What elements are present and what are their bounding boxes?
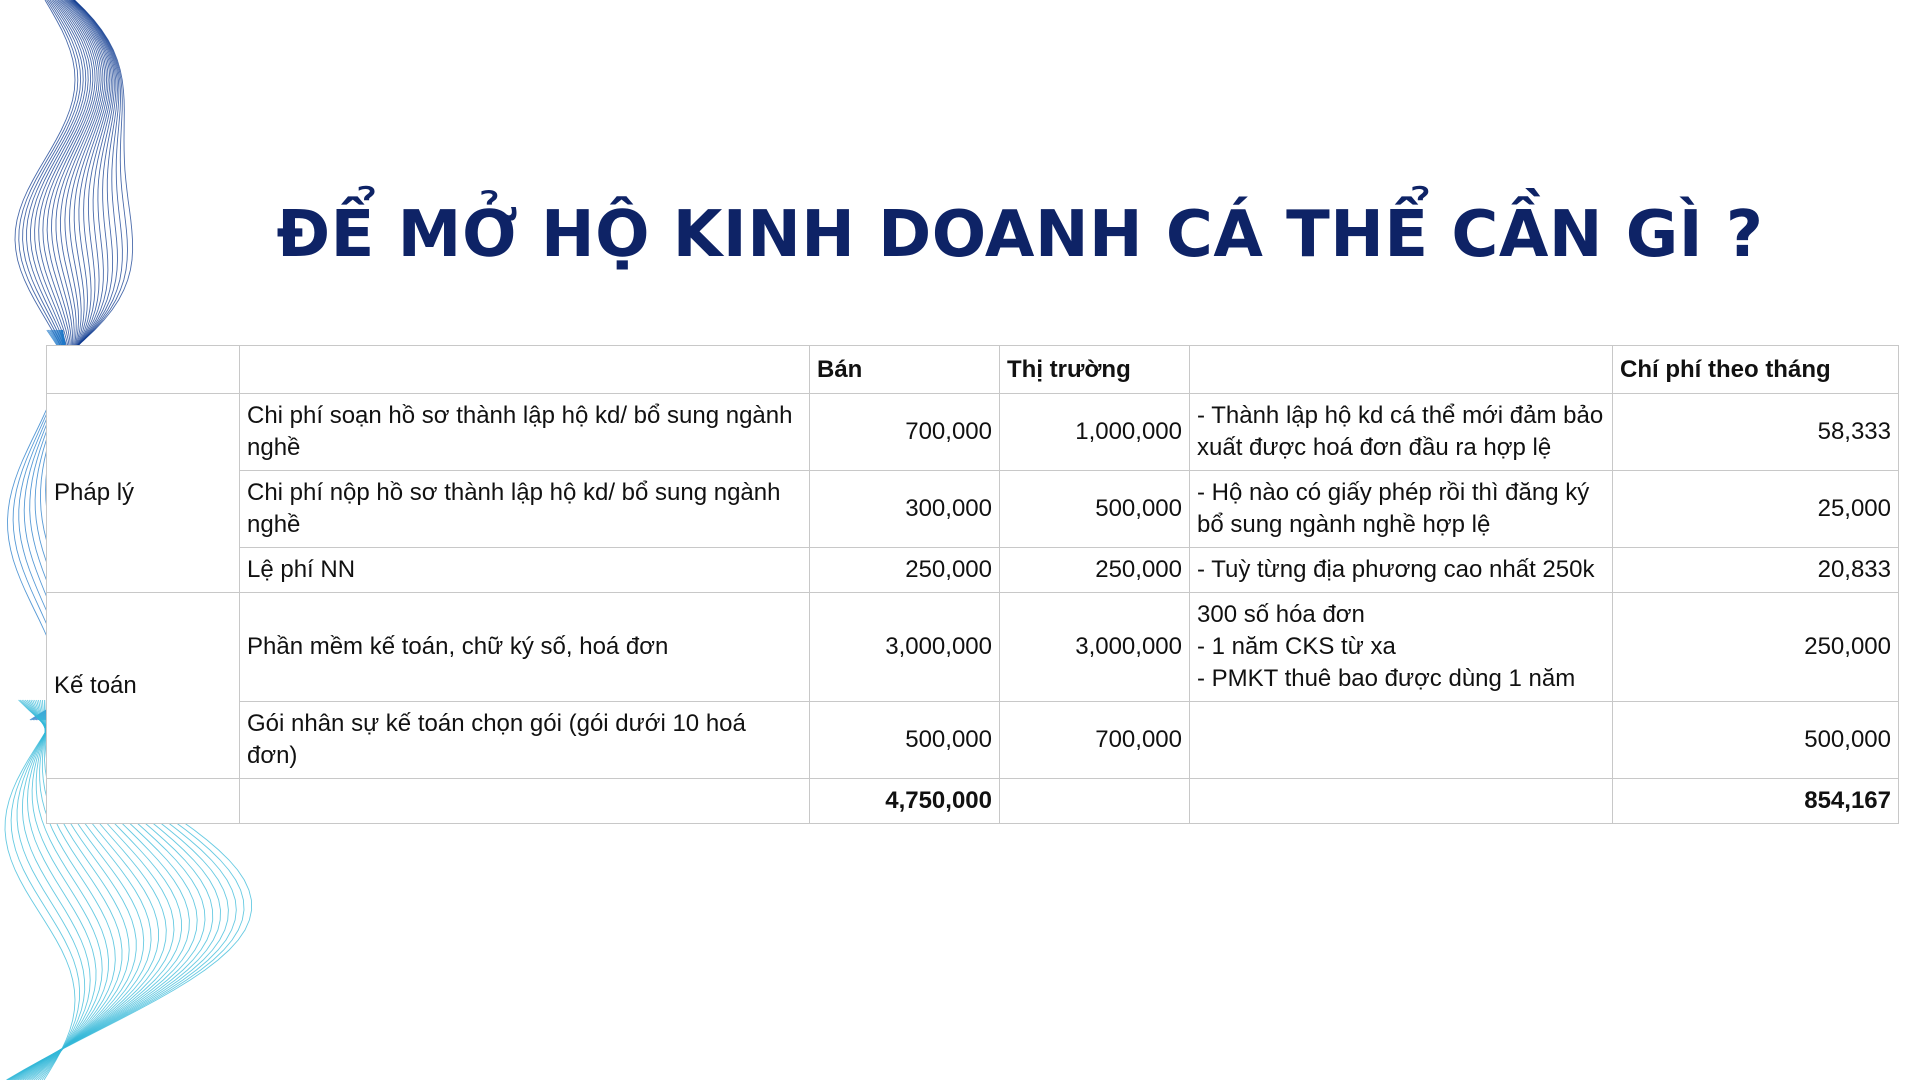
note-cell [1190, 702, 1613, 779]
note-line: - 1 năm CKS từ xa [1197, 633, 1396, 660]
thi-truong-cell: 1,000,000 [1000, 394, 1190, 471]
item-cell: Phần mềm kế toán, chữ ký số, hoá đơn [240, 593, 810, 702]
table-header-row [47, 346, 1899, 394]
header-note [1190, 346, 1613, 394]
total-ban: 4,750,000 [810, 779, 1000, 824]
total-empty-cell [240, 779, 810, 824]
group-ke-toan: Kế toán [47, 593, 240, 779]
total-monthly: 854,167 [1613, 779, 1899, 824]
thi-truong-cell: 500,000 [1000, 471, 1190, 548]
group-phap-ly: Pháp lý [47, 394, 240, 593]
monthly-cell: 25,000 [1613, 471, 1899, 548]
ban-cell: 300,000 [810, 471, 1000, 548]
ban-cell: 500,000 [810, 702, 1000, 779]
note-line: 300 số hóa đơn [1197, 601, 1365, 628]
item-cell: Chi phí nộp hồ sơ thành lập hộ kd/ bổ sung ngành nghề [240, 471, 810, 548]
item-cell: Gói nhân sự kế toán chọn gói (gói dưới 10 hoá đơn) [240, 702, 810, 779]
header-item [240, 346, 810, 394]
table-row [47, 394, 1899, 471]
page-title: ĐỂ MỞ HỘ KINH DOANH CÁ THỂ CẦN GÌ ? [276, 198, 1764, 272]
thi-truong-cell: 3,000,000 [1000, 593, 1190, 702]
monthly-cell: 500,000 [1613, 702, 1899, 779]
header-ban: Bán [810, 346, 1000, 394]
total-empty-cell [47, 779, 240, 824]
note-cell: - Tuỳ từng địa phương cao nhất 250k [1190, 548, 1613, 593]
table-row [47, 471, 1899, 548]
monthly-cell: 250,000 [1613, 593, 1899, 702]
monthly-cell: 58,333 [1613, 394, 1899, 471]
note-cell: - Thành lập hộ kd cá thể mới đảm bảo xuất được hoá đơn đầu ra hợp lệ [1190, 394, 1613, 471]
note-cell: - Hộ nào có giấy phép rồi thì đăng ký bổ sung ngành nghề hợp lệ [1190, 471, 1613, 548]
ban-cell: 250,000 [810, 548, 1000, 593]
ban-cell: 3,000,000 [810, 593, 1000, 702]
table-row [47, 702, 1899, 779]
item-cell: Lệ phí NN [240, 548, 810, 593]
table-row [47, 548, 1899, 593]
ban-cell: 700,000 [810, 394, 1000, 471]
header-group [47, 346, 240, 394]
cost-table [46, 345, 1899, 824]
total-empty-cell [1190, 779, 1613, 824]
header-thi-truong: Thị trường [1000, 346, 1190, 394]
header-monthly: Chí phí theo tháng [1613, 346, 1899, 394]
wave-line [39, 0, 91, 350]
thi-truong-cell: 700,000 [1000, 702, 1190, 779]
item-cell: Chi phí soạn hồ sơ thành lập hộ kd/ bổ sung ngành nghề [240, 394, 810, 471]
total-empty-cell [1000, 779, 1190, 824]
note-cell [1190, 593, 1613, 702]
thi-truong-cell: 250,000 [1000, 548, 1190, 593]
note-line: - PMKT thuê bao được dùng 1 năm [1197, 665, 1576, 692]
table-row [47, 593, 1899, 702]
monthly-cell: 20,833 [1613, 548, 1899, 593]
total-row [47, 779, 1899, 824]
